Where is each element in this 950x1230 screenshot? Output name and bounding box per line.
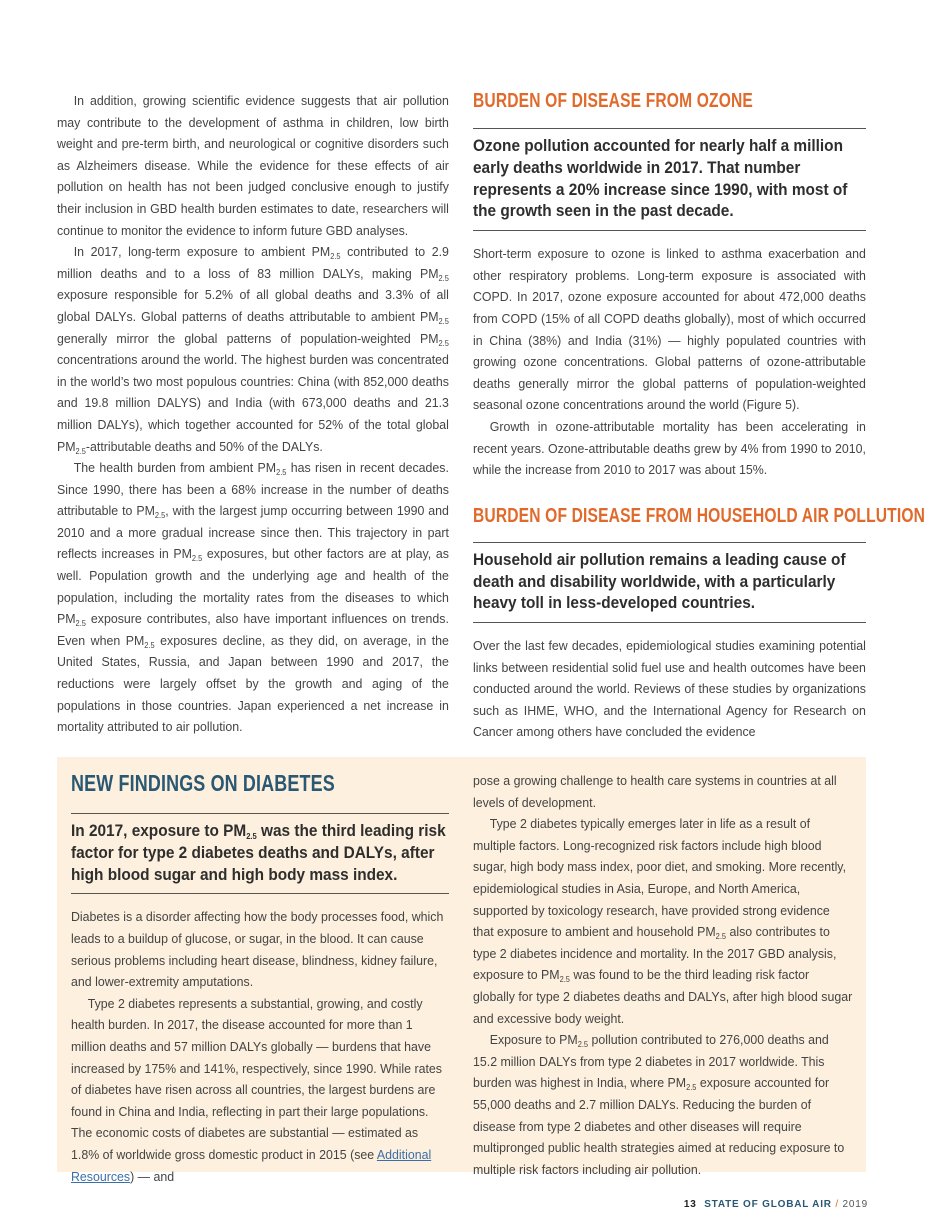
household-heading: BURDEN OF DISEASE FROM HOUSEHOLD AIR POLLUTION <box>473 504 926 527</box>
household-lead: Household air pollution remains a leading cause of death and disability worldwide, with a particularly heavy toll in less-developed countries. <box>473 542 866 623</box>
additional-resources-link[interactable]: Additional Resources <box>71 1146 432 1184</box>
ozone-lead: Ozone pollution accounted for nearly half a million early deaths worldwide in 2017. That number represents a 20% increase since 1990, with most of the growth seen in the past decade. <box>473 128 866 231</box>
left-column <box>57 90 449 738</box>
ozone-paragraph-1: Short-term exposure to ozone is linked to asthma exacerbation and other respiratory problems. Long-term exposure is associated with COPD. In 2017, ozone exposure accounted for about 472,000 deaths from COPD (15% of all COPD deaths globally), most of which occurred in China (38%) and India (31%) — highly populated countries with growing ozone concentrations. Global patterns of ozone-attributable deaths generally mirror the global patterns of population-weighted seasonal ozone concentrations around the world (Figure 5). <box>473 246 866 413</box>
page-footer <box>684 1199 868 1210</box>
paragraph-other-effects: In addition, growing scientific evidence suggests that air pollution may contribute to the development of asthma in children, low birth weight and pre-term birth, and neurological or cognitive disorders such as Alzheimers disease. While the evidence for these effects of air pollution on health has not been judged conclusive enough to justify their inclusion in GBD health burden estimates to date, researchers will continue to monitor the evidence to inform future GBD analyses. <box>57 93 449 238</box>
diabetes-right-body <box>473 770 853 1180</box>
publication-title: STATE OF GLOBAL AIR <box>704 1199 832 1210</box>
right-column <box>473 90 926 743</box>
diabetes-paragraph-burden: Type 2 diabetes represents a substantial, growing, and costly health burden. In 2017, the disease accounted for more than 1 million deaths and 57 million DALYs globally — burdens that have increased by 175% and 141%, respectively, since 1990. While rates of diabetes have risen across all countries, the largest burdens are found in China and India, reflecting in part their large populations. The economic costs of diabetes are substantial — estimated as 1.8% of worldwide gross domestic product in 2015 (see Additional Resources) — and <box>71 995 442 1184</box>
ozone-body-text <box>473 243 866 481</box>
diabetes-left-body <box>71 906 449 1187</box>
diabetes-paragraph-challenge: pose a growing challenge to health care systems in countries at all levels of development. <box>473 773 837 810</box>
diabetes-paragraph-risk-factors: Type 2 diabetes typically emerges later in life as a result of multiple factors. Long-recognized risk factors include high blood sugar, high body mass index, poor diet, and smoking. More recently, epidemiological studies in Asia, Europe, and North America, supported by toxicology research, have provided strong evidence that exposure to ambient and household $PM_{2.5}$ also contributes to type 2 diabetes incidence and mortality. In the 2017 GBD analysis, exposure to $PM_{2.5}$ was found to be the third leading risk factor globally for type 2 diabetes deaths and DALYs, after high blood sugar and excessive body weight. <box>473 816 853 1026</box>
diabetes-paragraph-burden-numbers: Exposure to $PM_{2.5}$ pollution contributed to 276,000 deaths and 15.2 million DALYs from type 2 diabetes in 2017 worldwide. This burden was highest in India, where $PM_{2.5}$ exposure accounted for 55,000 deaths and 2.7 million DALYs. Reducing the burden of disease from type 2 diabetes and other diseases will require multipronged public health strategies aimed at reducing exposure to multiple risk factors including air pollution. <box>473 1032 845 1177</box>
diabetes-right-column <box>473 770 853 1180</box>
paragraph-pm-trends: The health burden from ambient $PM_{2.5}$ has risen in recent decades. Since 1990, there has been a 68% increase in the number of deaths attributable to $PM_{2.5}$, with the largest jump occurring between 1990 and 2010 and a more gradual increase since then. This trajectory in part reflects increases in $PM_{2.5}$ exposures, but other factors are at play, as well. Population growth and the underlying age and health of the population, including the mortality rates from the diseases to which $PM_{2.5}$ exposure contributes, also have important influences on trends. Even when $PM_{2.5}$ exposures decline, as they did, on average, in the United States, Russia, and Japan between 1990 and 2017, the reductions were largely offset by the growth and aging of the populations in those countries. Japan experienced a net increase in mortality attributed to air pollution. <box>57 460 449 735</box>
footer-separator: / <box>831 1199 843 1210</box>
ozone-paragraph-2: Growth in ozone-attributable mortality has been accelerating in recent years. Ozone-attributable deaths grew by 4% from 1990 to 2010, while the increase from 2010 to 2017 was about 15%. <box>473 418 866 478</box>
ozone-heading: BURDEN OF DISEASE FROM OZONE <box>473 90 753 112</box>
diabetes-heading: NEW FINDINGS ON DIABETES <box>71 770 335 796</box>
household-paragraph-1: Over the last few decades, epidemiological studies examining potential links between residential solid fuel use and health outcomes have been conducted around the world. Reviews of these studies by organizations such as IHME, WHO, and the International Agency for Research on Cancer among others have concluded the evidence <box>473 638 866 740</box>
diabetes-lead: In 2017, exposure to $PM_{2.5}$ was the third leading risk factor for type 2 diabetes deaths and DALYs, after high blood sugar and high body mass index. <box>71 813 449 894</box>
diabetes-paragraph-definition: Diabetes is a disorder affecting how the body processes food, which leads to a buildup of glucose, or sugar, in the blood. It can cause serious problems including heart disease, blindness, kidney failure, and lower-extremity amputations. <box>71 909 444 990</box>
paragraph-pm-burden-2017: In 2017, long-term exposure to ambient $PM_{2.5}$ contributed to 2.9 million deaths and to a loss of 83 million DALYs, making $PM_{2.5}$ exposure responsible for 5.2% of all global deaths and 3.3% of all global DALYs. Global patterns of deaths attributable to ambient $PM_{2.5}$ generally mirror the global patterns of population-weighted $PM_{2.5}$ concentrations around the world. The highest burden was concentrated in the world’s two most populous countries: China (with 852,000 deaths and 19.8 million DALYS) and India (with 673,000 deaths and 21.3 million DALYs), which together accounted for 52% of the total global $PM_{2.5}$-attributable deaths and 50% of the DALYs. <box>57 244 449 456</box>
publication-year: 2019 <box>842 1199 868 1210</box>
diabetes-left-column <box>71 770 449 1187</box>
left-body-text <box>57 90 449 738</box>
page-number: 13 <box>683 1199 697 1210</box>
household-body-text <box>473 635 866 743</box>
